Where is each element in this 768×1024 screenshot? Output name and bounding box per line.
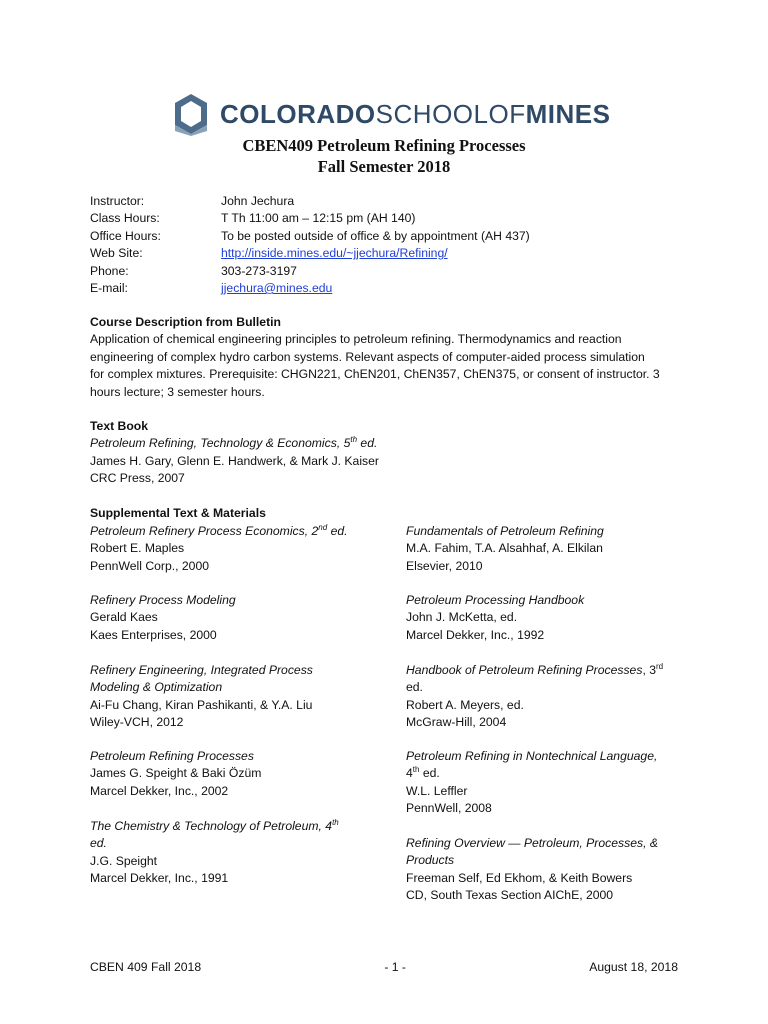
book-title: Petroleum Refining in Nontechnical Language,	[406, 749, 658, 763]
supplemental-book	[90, 592, 360, 644]
section-heading: Course Description from Bulletin	[90, 315, 281, 329]
footer-course: CBEN 409 Fall 2018	[90, 960, 202, 974]
course-info-table	[90, 194, 530, 298]
book-line: Marcel Dekker, Inc., 1991	[90, 871, 229, 886]
book-edition: 4th ed.	[406, 765, 440, 781]
info-row-phone	[90, 264, 530, 281]
book-title: Refinery Engineering, Integrated Process	[90, 663, 313, 677]
info-label: Class Hours:	[90, 211, 160, 226]
semester-title: Fall Semester 2018	[317, 157, 451, 176]
book-line: Elsevier, 2010	[406, 558, 483, 573]
book-line: Wiley-VCH, 2012	[90, 715, 184, 730]
supplemental-book	[406, 523, 676, 575]
book-line: PennWell, 2008	[406, 801, 492, 816]
info-label: Phone:	[90, 263, 129, 278]
book-title: Refining Overview — Petroleum, Processes, &	[406, 836, 658, 850]
book-line: Marcel Dekker, Inc., 2002	[90, 783, 229, 798]
supplemental-book	[90, 818, 360, 888]
description-line: engineering of complex hydro carbon systems. Relevant aspects of computer-aided process simulation	[90, 349, 645, 364]
book-title: Petroleum Refining Processes	[90, 749, 254, 763]
info-row-instructor	[90, 194, 530, 211]
book-line: W.L. Leffler	[406, 783, 468, 798]
book-line: John J. McKetta, ed.	[406, 610, 518, 625]
book-line: CD, South Texas Section AIChE, 2000	[406, 888, 614, 903]
book-line: Robert E. Maples	[90, 541, 185, 556]
info-label: E-mail:	[90, 280, 128, 295]
info-value: 303-273-3197	[221, 263, 297, 278]
book-title: Fundamentals of Petroleum Refining	[406, 524, 604, 538]
supplemental-book	[406, 662, 676, 732]
school-logo-wordmark: COLORADOSCHOOLOFMINES	[220, 98, 611, 129]
book-line: James G. Speight & Baki Özüm	[90, 766, 262, 781]
info-row-web-site	[90, 246, 530, 263]
supplemental-book	[406, 592, 676, 644]
info-value: T Th 11:00 am – 12:15 pm (AH 140)	[221, 211, 416, 226]
description-line: hours lecture; 3 semester hours.	[90, 384, 265, 399]
book-title: Petroleum Refining, Technology & Economics, 5th ed.	[90, 435, 378, 451]
book-line: M.A. Fahim, T.A. Alsahhaf, A. Elkilan	[406, 541, 603, 556]
course-description-section	[90, 314, 680, 401]
text-book-section	[90, 418, 680, 488]
book-publisher: CRC Press, 2007	[90, 471, 185, 486]
book-line: Marcel Dekker, Inc., 1992	[406, 627, 545, 642]
info-row-email	[90, 281, 530, 298]
supplemental-heading: Supplemental Text & Materials	[90, 506, 266, 520]
book-authors: James H. Gary, Glenn E. Handwerk, & Mark J. Kaiser	[90, 453, 379, 468]
book-title-cont: Modeling & Optimization	[90, 680, 223, 695]
info-value: To be posted outside of office & by appointment (AH 437)	[221, 228, 530, 243]
book-line: Ai-Fu Chang, Kiran Pashikanti, & Y.A. Liu	[90, 697, 313, 712]
web-site-link[interactable]: http://inside.mines.edu/~jjechura/Refining/	[221, 246, 448, 261]
book-line: PennWell Corp., 2000	[90, 558, 210, 573]
book-title: Petroleum Processing Handbook	[406, 593, 585, 607]
description-line: Application of chemical engineering principles to petroleum refining. Thermodynamics and reaction	[90, 332, 622, 347]
info-label: Web Site:	[90, 246, 143, 261]
info-label: Instructor:	[90, 194, 145, 208]
book-line: Gerald Kaes	[90, 610, 158, 625]
book-title: Refinery Process Modeling	[90, 593, 236, 607]
book-line: Freeman Self, Ed Ekhom, & Keith Bowers	[406, 870, 633, 885]
book-title-cont: Products	[406, 853, 455, 868]
book-line: McGraw-Hill, 2004	[406, 715, 507, 730]
course-title: CBEN409 Petroleum Refining Processes	[242, 136, 526, 155]
footer-page-number: - 1 -	[384, 960, 406, 974]
description-line: for complex mixtures. Prerequisite: CHGN221, ChEN201, ChEN357, ChEN375, or consent of instructor. 3	[90, 367, 660, 382]
book-title-cont: ed.	[90, 836, 107, 851]
supplemental-book	[406, 748, 676, 818]
supplemental-book	[90, 523, 360, 575]
info-row-class-hours	[90, 211, 530, 228]
footer-date: August 18, 2018	[589, 960, 678, 974]
page-footer	[90, 960, 678, 974]
section-heading: Text Book	[90, 419, 149, 433]
book-line: ed.	[406, 680, 423, 695]
mines-shield-icon	[172, 92, 210, 136]
book-title: Petroleum Refinery Process Economics, 2nd ed.	[90, 523, 348, 538]
book-line: Kaes Enterprises, 2000	[90, 627, 217, 642]
info-value: John Jechura	[221, 194, 295, 208]
supplemental-book	[90, 748, 360, 800]
book-title: Handbook of Petroleum Refining Processes, 3rd	[406, 662, 664, 677]
info-label: Office Hours:	[90, 228, 161, 243]
info-row-office-hours	[90, 229, 530, 246]
book-line: J.G. Speight	[90, 853, 158, 868]
supplemental-book	[90, 662, 360, 732]
book-title: The Chemistry & Technology of Petroleum, 4th	[90, 818, 339, 833]
school-logo	[172, 92, 610, 136]
email-link[interactable]: jjechura@mines.edu	[221, 280, 333, 295]
supplemental-book	[406, 835, 676, 905]
book-line: Robert A. Meyers, ed.	[406, 697, 524, 712]
